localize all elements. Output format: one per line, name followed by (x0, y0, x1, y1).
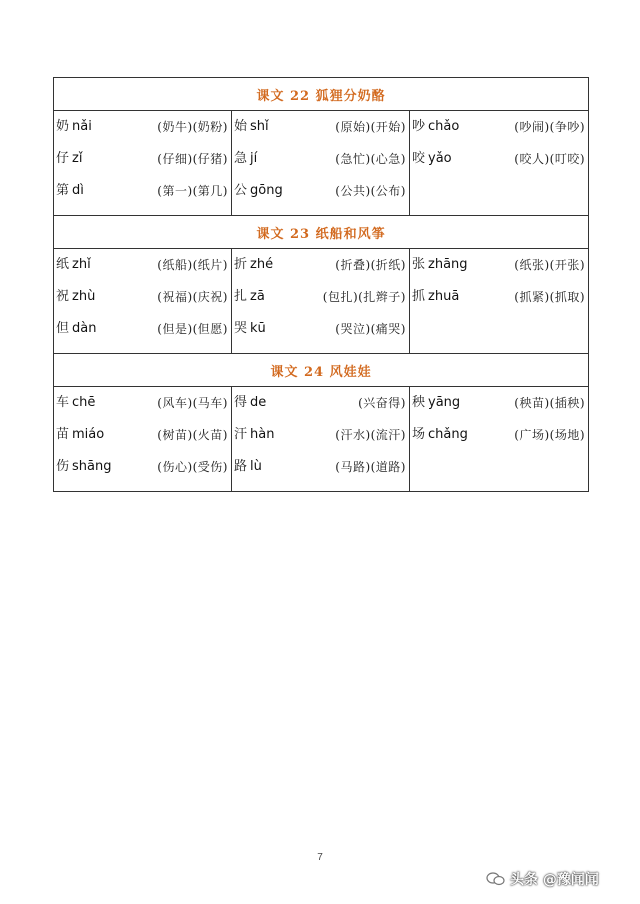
pinyin: hàn (250, 427, 275, 442)
character-column (54, 249, 232, 354)
example-words: (树苗)(火苗) (157, 428, 228, 442)
lesson-header-row (54, 78, 589, 111)
character-entry (54, 249, 231, 281)
character-entry (232, 249, 409, 281)
hanzi-character: 抓 (412, 289, 426, 304)
lesson-title: 课文 23 纸船和风筝 (54, 216, 589, 249)
hanzi-character: 场 (412, 427, 426, 442)
character-with-pinyin (234, 451, 262, 483)
character-with-pinyin (56, 143, 82, 175)
pinyin: zhāng (428, 257, 468, 272)
hanzi-character: 急 (234, 151, 248, 166)
hanzi-character: 仔 (56, 151, 70, 166)
example-words: (第一)(第几) (157, 184, 228, 198)
hanzi-character: 路 (234, 459, 248, 474)
character-with-pinyin (56, 281, 95, 313)
character-entry (232, 313, 409, 345)
example-words: (汗水)(流汗) (335, 428, 406, 442)
example-words: (兴奋得) (358, 396, 406, 410)
hanzi-character: 得 (234, 395, 248, 410)
character-entry (410, 249, 588, 281)
example-words: (秧苗)(插秧) (514, 396, 586, 410)
character-with-pinyin (234, 249, 273, 281)
example-words: (纸张)(开张) (514, 258, 586, 272)
hanzi-character: 奶 (56, 119, 70, 134)
hanzi-character: 公 (234, 183, 248, 198)
example-words: (风车)(马车) (157, 396, 228, 410)
pinyin: chǎo (428, 119, 460, 134)
lesson-header-row (54, 354, 589, 387)
pinyin: zhé (250, 257, 274, 272)
character-entry (410, 281, 588, 313)
lesson-body-row (54, 387, 589, 492)
example-words: (祝福)(庆祝) (157, 290, 228, 304)
pinyin: zā (250, 289, 265, 304)
watermark-text: 头条 @豫闻闻 (510, 872, 599, 888)
pinyin: shǐ (250, 119, 269, 134)
pinyin: zhù (72, 289, 96, 304)
example-words: (包扎)(扎辫子) (322, 290, 406, 304)
hanzi-character: 吵 (412, 119, 426, 134)
example-words: (广场)(场地) (514, 428, 586, 442)
pinyin: gōng (250, 183, 283, 198)
character-entry (232, 451, 409, 483)
character-with-pinyin (56, 111, 92, 143)
hanzi-character: 秧 (412, 395, 426, 410)
character-column (410, 249, 589, 354)
hanzi-character: 折 (234, 257, 248, 272)
character-with-pinyin (234, 111, 269, 143)
character-with-pinyin (234, 313, 266, 345)
example-words: (原始)(开始) (335, 120, 406, 134)
lesson-character-table (53, 77, 589, 492)
character-entry (410, 111, 588, 143)
watermark (486, 869, 599, 889)
hanzi-character: 扎 (234, 289, 248, 304)
pinyin: de (250, 395, 267, 410)
hanzi-character: 汗 (234, 427, 248, 442)
lesson-body-row (54, 111, 589, 216)
character-with-pinyin (234, 419, 274, 451)
character-entry (232, 175, 409, 207)
pinyin: miáo (72, 427, 105, 442)
hanzi-character: 车 (56, 395, 70, 410)
character-entry (232, 281, 409, 313)
character-with-pinyin (56, 249, 91, 281)
character-with-pinyin (56, 419, 104, 451)
character-with-pinyin (234, 175, 283, 207)
pinyin: nǎi (72, 119, 92, 134)
character-with-pinyin (234, 387, 266, 419)
character-entry (54, 143, 231, 175)
lesson-title: 课文 24 风娃娃 (54, 354, 589, 387)
hanzi-character: 始 (234, 119, 248, 134)
character-column (410, 387, 589, 492)
character-entry (232, 143, 409, 175)
character-column (410, 111, 589, 216)
example-words: (仔细)(仔猪) (157, 152, 228, 166)
character-with-pinyin (412, 111, 459, 143)
character-entry (410, 419, 588, 451)
pinyin: dì (72, 183, 84, 198)
example-words: (但是)(但愿) (157, 322, 228, 336)
character-entry (54, 111, 231, 143)
hanzi-character: 但 (56, 321, 70, 336)
pinyin: kū (250, 321, 266, 336)
example-words: (公共)(公布) (335, 184, 406, 198)
character-column (232, 249, 410, 354)
character-entry (54, 281, 231, 313)
character-entry (54, 313, 231, 345)
character-with-pinyin (412, 249, 468, 281)
hanzi-character: 张 (412, 257, 426, 272)
example-words: (吵闹)(争吵) (514, 120, 586, 134)
example-words: (奶牛)(奶粉) (157, 120, 228, 134)
example-words: (伤心)(受伤) (157, 460, 228, 474)
example-words: (马路)(道路) (335, 460, 406, 474)
character-with-pinyin (412, 387, 460, 419)
character-column (232, 387, 410, 492)
lesson-title: 课文 22 狐狸分奶酪 (54, 78, 589, 111)
character-column (54, 111, 232, 216)
hanzi-character: 祝 (56, 289, 70, 304)
pinyin: lù (250, 459, 262, 474)
character-with-pinyin (234, 281, 265, 313)
character-entry (54, 419, 231, 451)
character-column (54, 387, 232, 492)
hanzi-character: 第 (56, 183, 70, 198)
hanzi-character: 纸 (56, 257, 70, 272)
pinyin: yǎo (428, 151, 452, 166)
character-with-pinyin (56, 387, 95, 419)
pinyin: dàn (72, 321, 97, 336)
character-with-pinyin (234, 143, 257, 175)
pinyin: zhǐ (72, 257, 91, 272)
lesson-body-row (54, 249, 589, 354)
character-entry (54, 451, 231, 483)
pinyin: yāng (428, 395, 461, 410)
character-entry (410, 387, 588, 419)
example-words: (纸船)(纸片) (157, 258, 228, 272)
character-with-pinyin (412, 281, 459, 313)
pinyin: shāng (72, 459, 112, 474)
pinyin: chē (72, 395, 96, 410)
hanzi-character: 苗 (56, 427, 70, 442)
lesson-header-row (54, 216, 589, 249)
character-with-pinyin (56, 451, 112, 483)
pinyin: chǎng (428, 427, 468, 442)
pinyin: jí (250, 151, 258, 166)
character-entry (232, 419, 409, 451)
character-with-pinyin (412, 419, 468, 451)
hanzi-character: 哭 (234, 321, 248, 336)
character-entry (54, 387, 231, 419)
wechat-icon (486, 872, 506, 886)
character-entry (232, 111, 409, 143)
hanzi-character: 咬 (412, 151, 426, 166)
page-number: 7 (317, 852, 323, 863)
example-words: (咬人)(叮咬) (514, 152, 586, 166)
hanzi-character: 伤 (56, 459, 70, 474)
pinyin: zhuā (428, 289, 460, 304)
pinyin: zǐ (72, 151, 83, 166)
character-with-pinyin (56, 175, 84, 207)
example-words: (抓紧)(抓取) (514, 290, 586, 304)
character-with-pinyin (412, 143, 452, 175)
character-entry (232, 387, 409, 419)
example-words: (急忙)(心急) (335, 152, 406, 166)
character-entry (54, 175, 231, 207)
example-words: (哭泣)(痛哭) (335, 322, 406, 336)
character-column (232, 111, 410, 216)
example-words: (折叠)(折纸) (335, 258, 406, 272)
character-entry (410, 143, 588, 175)
character-with-pinyin (56, 313, 96, 345)
